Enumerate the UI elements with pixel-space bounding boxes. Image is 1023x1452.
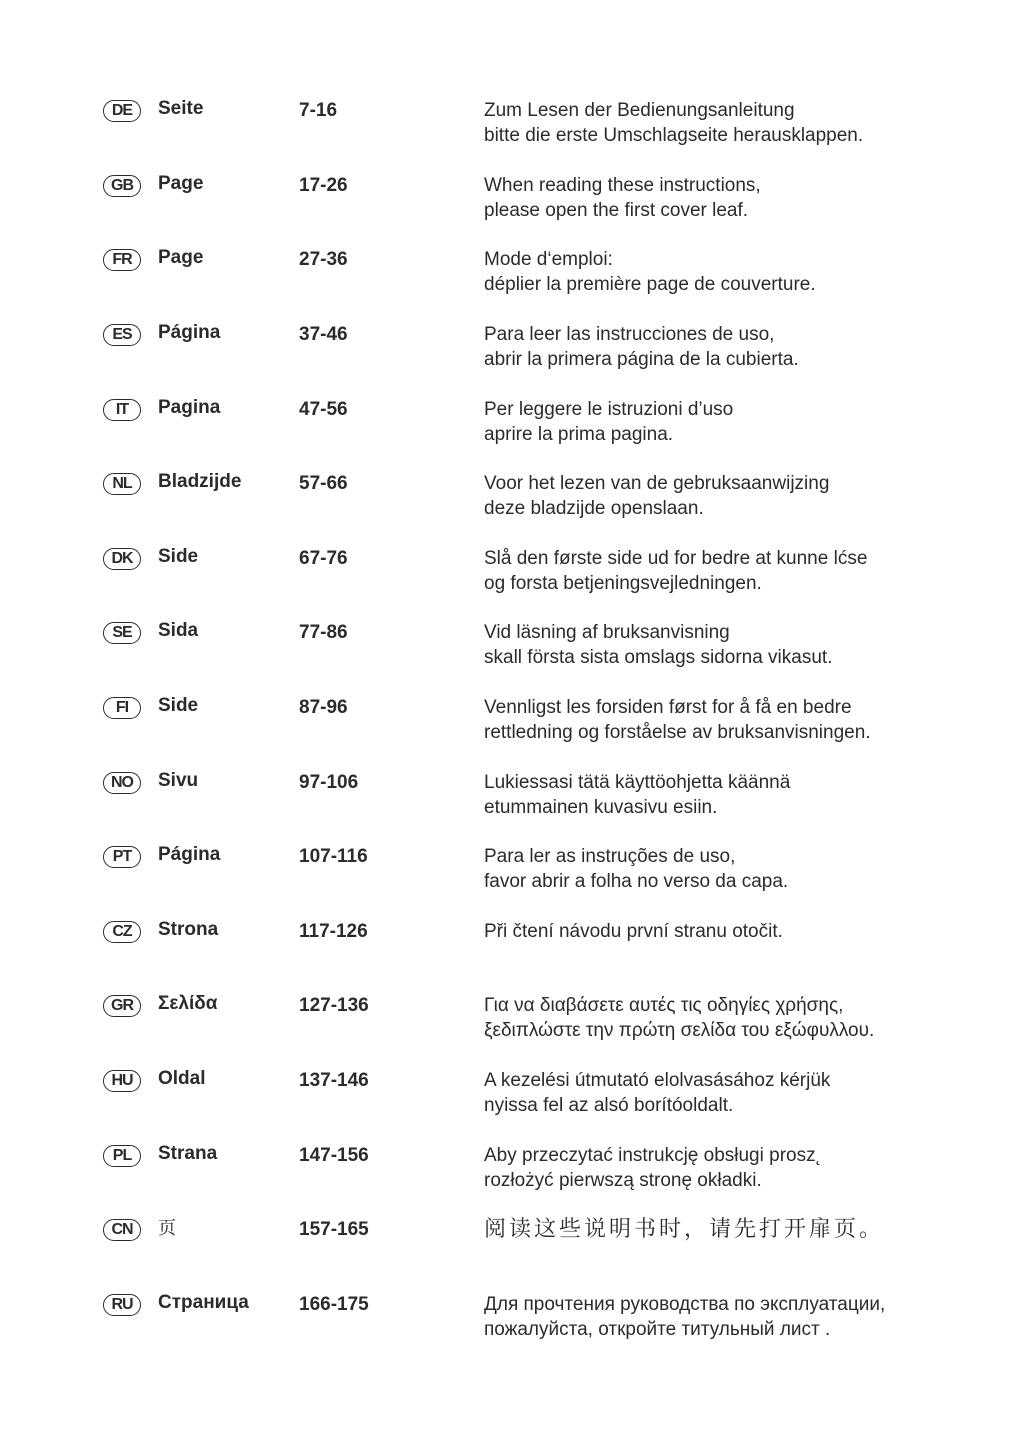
instruction-text [484,993,874,1043]
page-word: Seite [158,98,204,119]
instruction-line-2: abrir la primera página de la cubierta. [484,349,799,370]
instruction-line-1: Lukiessasi tätä käyttöohjetta käännä [484,772,791,793]
instruction-line-1: Při čtení návodu první stranu otočit. [484,921,783,942]
instruction-line-2: пожалуйста, откройте титульный лист . [484,1319,831,1340]
language-row-pt [0,844,1023,914]
instruction-line-2: rozłożyć pierwszą stronę okładki. [484,1170,762,1191]
language-badge: DE [103,100,141,122]
page-word: Side [158,695,199,716]
language-row-cn [0,1217,1023,1287]
page-word: Oldal [158,1068,206,1089]
language-badge: GB [103,175,141,197]
instruction-text [484,546,867,596]
instruction-line-1: Για να διαβάσετε αυτές τις οδηγίες χρήσης, [484,995,844,1016]
instruction-line-1: Slå den første side ud for bedre at kunne lćse [484,548,868,569]
language-badge: GR [103,995,141,1017]
instruction-text [484,1143,822,1193]
instruction-line-1: Para ler as instruções de uso, [484,846,736,867]
instruction-line-2: déplier la première page de couverture. [484,274,816,295]
instruction-line-1: 阅读这些说明书时，请先打开扉页。 [484,1217,885,1242]
instruction-line-2: aprire la prima pagina. [484,424,674,445]
page-word: Pagina [158,397,221,418]
instruction-text [484,471,829,521]
page-word: Σελίδα [158,993,218,1014]
instruction-line-1: When reading these instructions, [484,175,761,196]
instruction-line-1: Aby przeczytać instrukcję obsługi prosz˛ [484,1145,822,1166]
instruction-text [484,770,790,820]
language-row-pl [0,1143,1023,1213]
page-range: 67-76 [299,548,348,569]
language-badge: FR [103,249,141,271]
instruction-text [484,1217,884,1242]
page-word: Página [158,322,221,343]
page-word: Strana [158,1143,218,1164]
instruction-line-2: ξεδιπλώστε την πρώτη σελίδα του εξώφυλλου. [484,1020,875,1041]
instruction-text [484,620,832,670]
page-range: 127-136 [299,995,369,1016]
instruction-text [484,173,761,223]
page-range: 147-156 [299,1145,369,1166]
page-word: Side [158,546,199,567]
instruction-text [484,1068,830,1118]
instruction-text [484,919,783,944]
page-range: 107-116 [299,846,368,867]
language-badge: IT [103,399,141,421]
page-word: 页 [158,1218,176,1238]
page-range: 47-56 [299,399,348,420]
instruction-line-2: please open the first cover leaf. [484,200,749,221]
language-row-dk [0,546,1023,616]
instruction-line-2: bitte die erste Umschlagseite herausklappen. [484,125,864,146]
instruction-line-1: Per leggere le istruzioni d’uso [484,399,734,420]
page-word: Sida [158,620,199,641]
page-range: 17-26 [299,175,348,196]
page-word: Página [158,844,221,865]
page-range: 97-106 [299,772,359,793]
language-row-fr [0,247,1023,317]
instruction-line-1: Voor het lezen van de gebruksaanwijzing [484,473,830,494]
page-range: 27-36 [299,249,348,270]
instruction-line-2: rettledning og forståelse av bruksanvisningen. [484,722,871,743]
page-range: 117-126 [299,921,368,942]
language-row-nl [0,471,1023,541]
language-badge: ES [103,324,141,346]
page-range: 7-16 [299,100,338,121]
language-row-no [0,770,1023,840]
instruction-line-2: favor abrir a folha no verso da capa. [484,871,789,892]
language-row-it [0,397,1023,467]
language-badge: NO [103,772,141,794]
language-badge: SE [103,622,141,644]
page-range: 77-86 [299,622,348,643]
language-row-de [0,98,1023,168]
language-badge: NL [103,473,141,495]
instruction-line-2: etummainen kuvasivu esiin. [484,797,718,818]
instruction-text [484,1292,885,1342]
instruction-text [484,322,799,372]
instruction-line-1: Vennligst les forsiden først for å få en bedre [484,697,852,718]
page-word: Страница [158,1292,249,1313]
page-range: 137-146 [299,1070,369,1091]
language-row-gb [0,173,1023,243]
language-row-fi [0,695,1023,765]
instruction-line-1: A kezelési útmutató elolvasásához kérjük [484,1070,831,1091]
instruction-text [484,695,871,745]
language-badge: RU [103,1294,141,1316]
language-badge: PT [103,846,141,868]
language-row-se [0,620,1023,690]
page-range: 37-46 [299,324,348,345]
instruction-text [484,844,788,894]
instruction-line-1: Mode d‘emploi: [484,249,613,270]
language-row-es [0,322,1023,392]
language-badge: HU [103,1070,141,1092]
language-row-hu [0,1068,1023,1138]
page-word: Sivu [158,770,199,791]
page-range: 87-96 [299,697,348,718]
page-word: Bladzijde [158,471,242,492]
page-range: 57-66 [299,473,348,494]
language-badge: DK [103,548,141,570]
instruction-text [484,98,863,148]
page-word: Page [158,247,204,268]
language-badge: PL [103,1145,141,1167]
instruction-line-1: Para leer las instrucciones de uso, [484,324,775,345]
language-badge: CZ [103,921,141,943]
page-word: Page [158,173,204,194]
instruction-line-1: Vid läsning af bruksanvisning [484,622,730,643]
instruction-text [484,397,733,447]
language-row-cz [0,919,1023,989]
instruction-line-1: Для прочтения руководства по эксплуатации, [484,1294,886,1315]
page-range: 157-165 [299,1219,369,1240]
page-range: 166-175 [299,1294,369,1315]
instruction-line-2: nyissa fel az alsó borítóoldalt. [484,1095,734,1116]
language-badge: CN [103,1219,141,1241]
instruction-text [484,247,816,297]
language-badge: FI [103,697,141,719]
instruction-line-2: og forsta betjeningsvejledningen. [484,573,762,594]
language-row-gr [0,993,1023,1063]
page-word: Strona [158,919,219,940]
language-row-ru [0,1292,1023,1362]
instruction-line-2: deze bladzijde openslaan. [484,498,704,519]
instruction-line-2: skall första sista omslags sidorna vikasut. [484,647,833,668]
instruction-line-1: Zum Lesen der Bedienungsanleitung [484,100,795,121]
